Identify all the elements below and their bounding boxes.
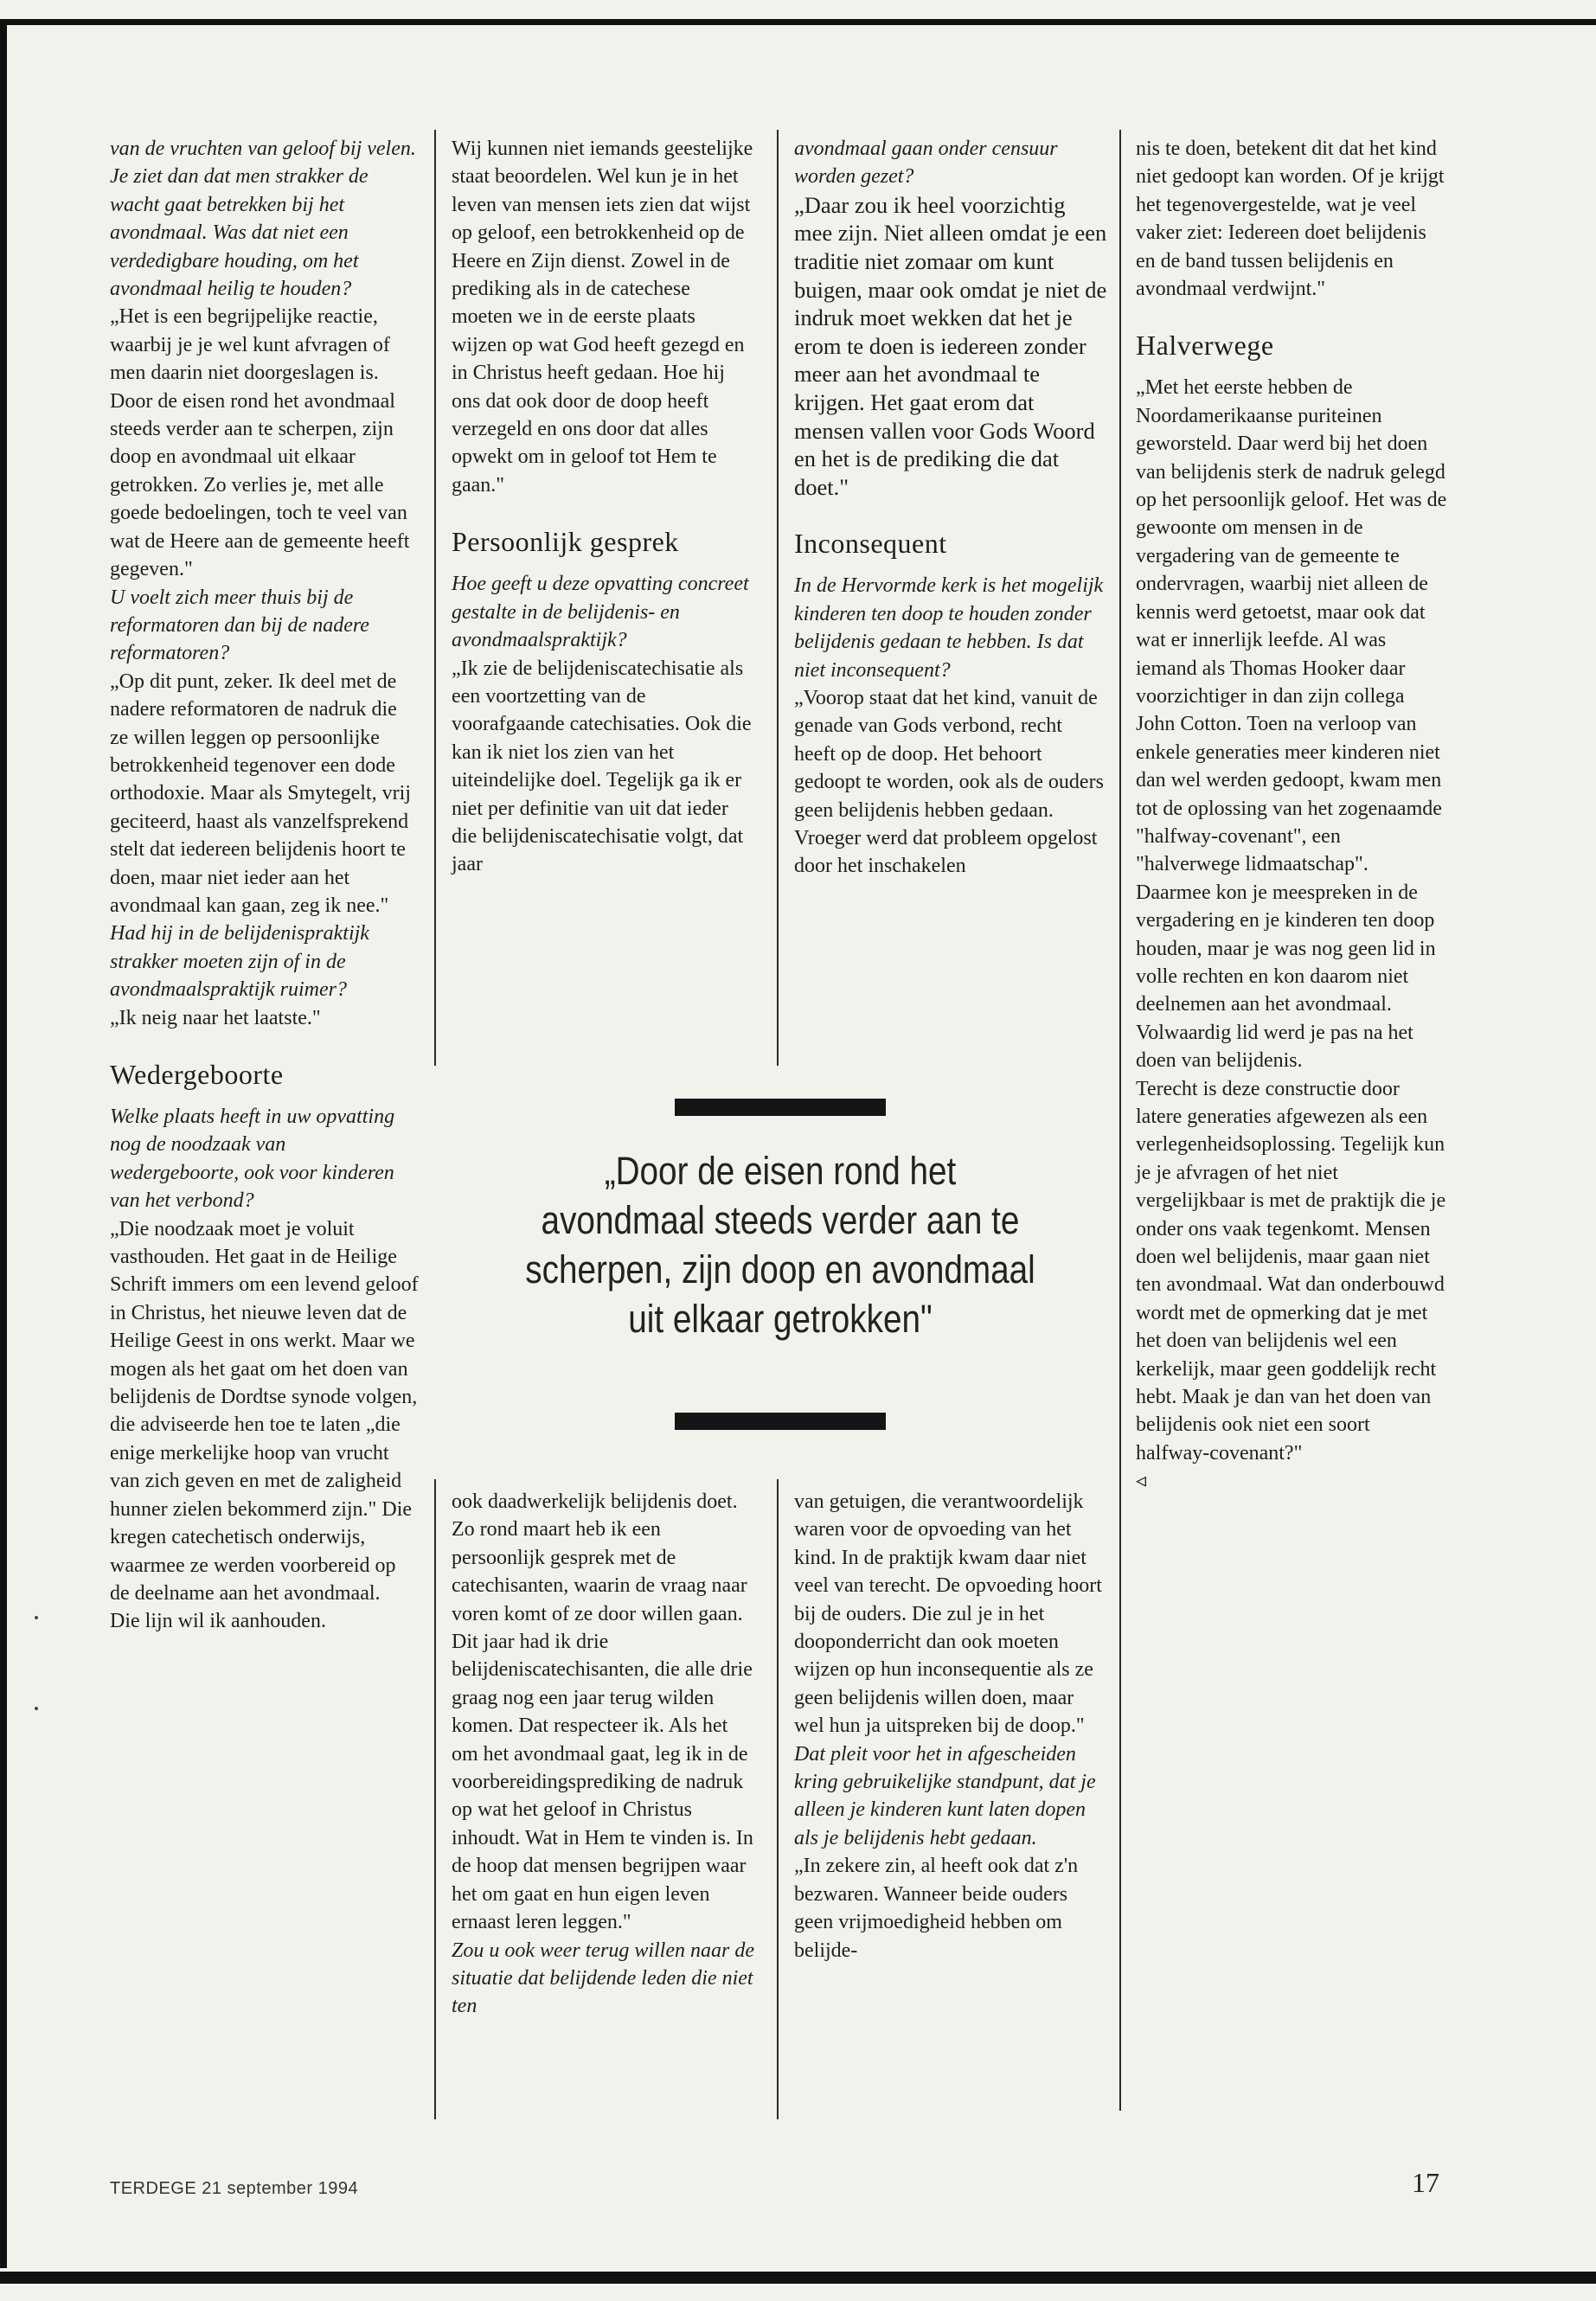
question: Dat pleit voor het in afgescheiden kring gebruikelijke standpunt, dat je alleen je kinderen kunt laten dopen als je belijdenis hebt gedaan. bbox=[794, 1742, 1096, 1849]
answer: „In zekere zin, al heeft ook dat z'n bezwaren. Wanneer beide ouders geen vrijmoedigheid hebben om belijde- bbox=[794, 1855, 1079, 1962]
answer: „Op dit punt, zeker. Ik deel met de nadere reformatoren de nadruk die ze willen leggen op persoonlijke betrokkenheid tegenover een dode orthodoxie. Maar als Smytegelt, vrij geciteerd, haast als vanzelfsprekend stelt dat iedereen belijdenis hoort te doen, maar niet ieder aan het avondmaal kan gaan, zeg ik nee." bbox=[110, 670, 411, 917]
top-border-rule bbox=[0, 19, 1596, 25]
question: Hoe geeft u deze opvatting concreet gestalte in de belijdenis- en avondmaalspraktijk? bbox=[452, 573, 749, 652]
question: In de Hervormde kerk is het mogelijk kinderen ten doop te houden zonder belijdenis gedaan te hebben. Is dat niet inconsequent? bbox=[794, 574, 1104, 682]
page-number: 17 bbox=[1412, 2167, 1439, 2198]
answer: Die lijn wil ik aanhouden. bbox=[110, 1610, 326, 1633]
answer: „Met het eerste hebben de Noordamerikaanse puriteinen geworsteld. Daar werd bij het doen van belijdenis sterk de nadruk gelegd op het persoonlijk geloof. Het was de gewoonte om mensen in de vergadering van de gemeente te ondervragen, waarbij niet alleen de kennis werd getoetst, maar ook dat wat er innerlijk leefde. Al was iemand als Thomas Hooker daar voorzichtiger in dan zijn collega John Cotton. Toen na verloop van enkele generaties meer kinderen niet dan wel werden gedoopt, kwam men tot de oplossing van het zogenaamde "halfway-covenant", een "halverwege lidmaatschap". Daarmee kon je meespreken in de vergadering en je kinderen ten doop houden, maar je was nog geen lid in volle rechten en kon daarom niet deelnemen aan het avondmaal. Volwaardig lid werd je pas na het doen van belijdenis. bbox=[1136, 376, 1447, 1073]
section-heading-inconsequent: Inconsequent bbox=[794, 528, 947, 560]
answer: nis te doen, betekent dit dat het kind niet gedoopt kan worden. Of je krijgt het tegenovergestelde, wat je veel vaker ziet: Iedereen doet belijdenis en de band tussen belijdenis en avondmaal verdwijnt." bbox=[1136, 138, 1445, 301]
question: U voelt zich meer thuis bij de reformatoren dan bij de nadere reformatoren? bbox=[110, 586, 369, 665]
end-mark-icon: ◃ bbox=[1136, 1470, 1147, 1493]
answer: Wij kunnen niet iemands geestelijke staat beoordelen. Wel kun je in het leven van mensen iets zien dat wijst op geloof, een betrokkenheid op de Heere en Zijn dienst. Zowel in de prediking als in de catechese moeten we in de eerste plaats wijzen op wat God heeft gezegd en in Christus heeft gedaan. Hoe hij ons dat ook door de doop heeft verzegeld en ons door dat alles opwekt om in geloof tot Hem te gaan." bbox=[452, 138, 753, 497]
column-divider bbox=[434, 130, 436, 1066]
answer: „Die noodzaak moet je voluit vasthouden. Het gaat in de Heilige Schrift immers om een levend geloof in Christus, het nieuwe leven dat de Heilige Geest in ons werkt. Maar we mogen als het gaat om het doen van belijdenis de Dordtse synode volgen, die adviseerde hen toe te laten „die enige merkelijke hoop van vrucht van zich geven en met de zaligheid hunner zielen bekommerd zijn." Die kregen catechetisch onderwijs, waarmee ze werden voorbereid op de deelname aan het avondmaal. bbox=[110, 1217, 419, 1605]
question: avondmaal gaan onder censuur worden gezet? bbox=[794, 138, 1058, 189]
section-heading-wedergeboorte: Wedergeboorte bbox=[110, 1059, 284, 1090]
section-heading-persoonlijk-gesprek: Persoonlijk gesprek bbox=[452, 526, 679, 558]
question: Zou u ook weer terug willen naar de situatie dat belijdende leden die niet ten bbox=[452, 1939, 754, 2018]
section-heading-halverwege: Halverwege bbox=[1136, 330, 1274, 362]
column-4 bbox=[1136, 135, 1447, 1496]
answer: „Daar zou ik heel voorzichtig mee zijn. Niet alleen omdat je een traditie niet zomaar om kunt buigen, maar ook omdat je niet de indruk moet wekken dat het je erom te doen is iedereen zonder meer aan het avondmaal te krijgen. Het gaat erom dat mensen vallen voor Gods Woord en het is de prediking die dat doet." bbox=[794, 191, 1107, 500]
margin-mark bbox=[35, 1707, 38, 1710]
column-2-bottom bbox=[452, 1488, 754, 2021]
column-1 bbox=[110, 135, 420, 1636]
answer: Terecht is deze constructie door latere generaties afgewezen als een verlegenheidsoplossing. Tegelijk kun je je afvragen of het niet vergelijkbaar is met de praktijk die je onder ons vaak tegenkomt. Mensen doen wel belijdenis, maar gaan niet ten avondmaal. Wat dan onderbouwd wordt met de opmerking dat je met het doen van belijdenis wel een kerkelijk, maar geen goddelijk recht hebt. Maak je dan van het doen van belijdenis ook niet een soort halfway-covenant?" bbox=[1136, 1077, 1446, 1465]
answer: van getuigen, die verantwoordelijk waren voor de opvoeding van het kind. In de praktijk kwam daar niet veel van terecht. De opvoeding hoort bij de ouders. Die zul je in het dooponderricht dan ook moeten wijzen op hun inconsequentie als ze geen belijdenis willen doen, maar wel hun ja uitspreken bij de doop." bbox=[794, 1490, 1102, 1738]
pullquote: „Door de eisen rond het avondmaal steeds verder aan te scherpen, zijn doop en avondmaal uit elkaar getrokken" bbox=[525, 1149, 1035, 1341]
pullquote-bar-top bbox=[675, 1099, 886, 1116]
answer: ook daadwerkelijk belijdenis doet. Zo rond maart heb ik een persoonlijk gesprek met de catechisanten, waarin de vraag naar voren komt of ze door willen gaan. Dit jaar had ik drie belijdeniscatechisanten, die alle drie graag nog een jaar terug wilden komen. Dat respecteer ik. Als het om het avondmaal gaat, leg ik in de voorbereidingsprediking de nadruk op wat het geloof in Christus inhoudt. Wat in Hem te vinden is. In de hoop dat mensen begrijpen waar het om gaat en hun eigen leven ernaast leren leggen." bbox=[452, 1490, 753, 1934]
column-divider bbox=[777, 130, 779, 1066]
bottom-border-rule bbox=[0, 2272, 1596, 2284]
column-3-bottom bbox=[794, 1488, 1107, 1965]
answer: „Ik zie de belijdeniscatechisatie als een voortzetting van de voorafgaande catechisaties. Ook die kan ik niet los zien van het uiteindelijke doel. Tegelijk ga ik er niet per definitie van uit dat ieder die belijdeniscatechisatie volgt, dat jaar bbox=[452, 657, 752, 876]
question: van de vruchten van geloof bij velen. Je ziet dan dat men strakker de wacht gaat betrekken bij het avondmaal. Was dat niet een verdedigbare houding, om het avondmaal heilig te houden? bbox=[110, 138, 416, 301]
column-divider bbox=[434, 1479, 436, 2119]
question: Had hij in de belijdenispraktijk strakker moeten zijn of in de avondmaalspraktijk ruimer? bbox=[110, 922, 369, 1002]
answer: „Ik neig naar het laatste." bbox=[110, 1006, 321, 1029]
column-2-top bbox=[452, 135, 754, 879]
answer: „Het is een begrijpelijke reactie, waarbij je je wel kunt afvragen of men daarin niet doorgeslagen is. Door de eisen rond het avondmaal steeds verder aan te scherpen, zijn doop en avondmaal uit elkaar getrokken. Zo verlies je, met alle goede bedoelingen, toch te veel van wat de Heere aan de gemeente heeft gegeven." bbox=[110, 305, 410, 581]
margin-mark bbox=[35, 1616, 38, 1619]
column-divider bbox=[777, 1479, 779, 2119]
question: Welke plaats heeft in uw opvatting nog de noodzaak van wedergeboorte, ook voor kinderen van het verbond? bbox=[110, 1106, 395, 1213]
column-divider bbox=[1119, 130, 1121, 2111]
column-3-top bbox=[794, 135, 1107, 881]
footer-publication: TERDEGE 21 september 1994 bbox=[110, 2179, 359, 2198]
pullquote-bar-bottom bbox=[675, 1413, 886, 1430]
answer: „Voorop staat dat het kind, vanuit de genade van Gods verbond, recht heeft op de doop. Het behoort gedoopt te worden, ook als de ouders geen belijdenis hebben gedaan. Vroeger werd dat probleem opgelost door het inschakelen bbox=[794, 686, 1104, 878]
left-border-rule bbox=[0, 19, 7, 2268]
